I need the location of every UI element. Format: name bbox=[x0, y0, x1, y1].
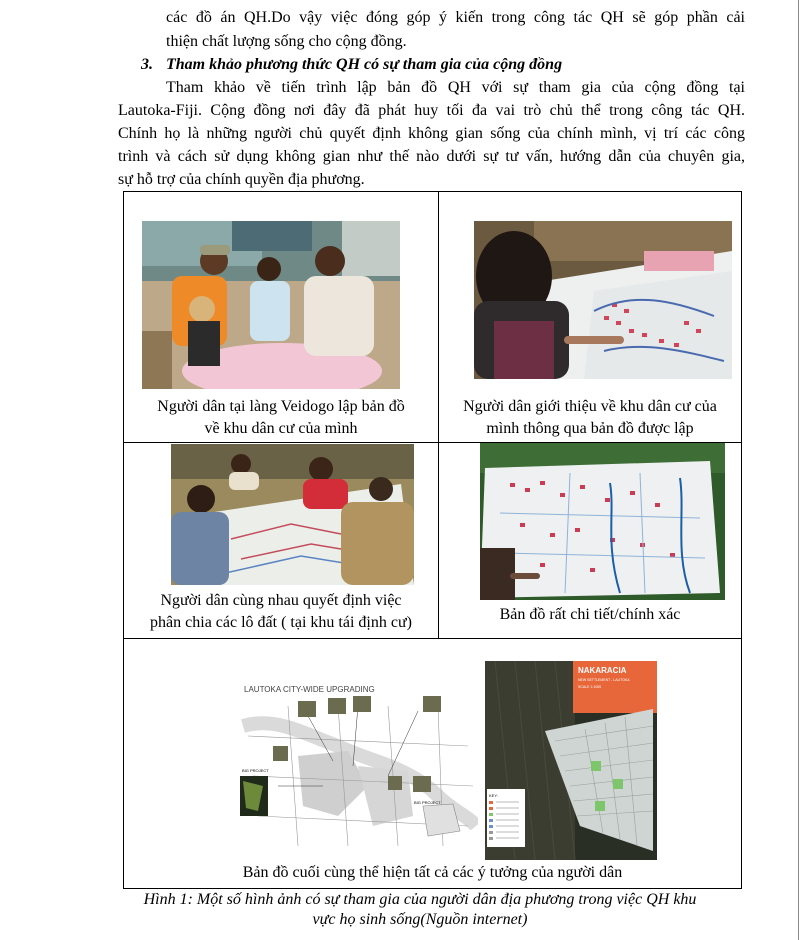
caption-cell-2-line-1: Người dân giới thiệu về khu dân cư của bbox=[463, 398, 717, 415]
table-border-right bbox=[741, 191, 742, 889]
table-border-bottom bbox=[123, 888, 742, 889]
intro-line-2: thiện chất lượng sống cho cộng đồng. bbox=[166, 33, 407, 50]
photo-group-deciding-image bbox=[171, 444, 414, 585]
figure-caption-line-2: vực họ sinh sống(Nguồn internet) bbox=[312, 911, 528, 928]
photo-group-deciding bbox=[171, 444, 414, 585]
map-right-key: KEY: bbox=[489, 793, 498, 798]
intro-line-1: các đồ án QH.Do vậy việc đóng góp ý kiến trong công tác QH sẽ góp phần cải bbox=[166, 9, 745, 26]
table-border-left bbox=[123, 191, 124, 889]
caption-cell-3-line-1: Người dân cùng nhau quyết định việc bbox=[160, 592, 402, 609]
figure-caption bbox=[100, 890, 740, 930]
caption-cell-3 bbox=[124, 590, 438, 634]
map-citywide-upgrading bbox=[238, 666, 478, 852]
section-number: 3. bbox=[141, 56, 153, 73]
body-line-5: sự hỗ trợ của chính quyền địa phương. bbox=[118, 171, 365, 188]
map-left-tag-2: BIG PROJECT bbox=[414, 800, 441, 805]
caption-cell-5 bbox=[124, 862, 741, 884]
caption-cell-1-line-1: Người dân tại làng Veidogo lập bản đồ bbox=[157, 398, 405, 415]
photo-presenting-map bbox=[474, 221, 732, 379]
map-right-subtitle-1: NEW SETTLEMENT - LAUTOKA bbox=[578, 678, 630, 682]
page-edge bbox=[798, 0, 799, 940]
section-title: Tham khảo phương thức QH có sự tham gia của cộng đồng bbox=[166, 56, 563, 73]
map-citywide-upgrading-image bbox=[238, 666, 478, 852]
caption-cell-2-line-2: mình thông qua bản đồ được lập bbox=[486, 420, 694, 437]
body-line-4: trình và cách sử dụng không gian như thế nào dưới sự tư vấn, hướng dẫn của chuyên gia, bbox=[118, 148, 745, 165]
caption-cell-4 bbox=[439, 604, 741, 626]
caption-cell-5-line-1: Bản đồ cuối cùng thể hiện tất cả các ý tưởng của người dân bbox=[242, 864, 623, 881]
caption-cell-4-line-1: Bản đồ rất chi tiết/chính xác bbox=[499, 606, 681, 623]
photo-villagers-mapping-image bbox=[142, 221, 400, 389]
photo-villagers-mapping bbox=[142, 221, 400, 389]
map-left-tag-1: BIG PROJECT bbox=[242, 768, 269, 773]
photo-presenting-map-image bbox=[474, 221, 732, 379]
caption-cell-1-line-2: về khu dân cư của mình bbox=[204, 420, 358, 437]
map-nakaracia-settlement bbox=[485, 661, 657, 860]
photo-detailed-map-image bbox=[480, 443, 725, 600]
caption-cell-1 bbox=[124, 396, 438, 440]
map-nakaracia-settlement-image bbox=[485, 661, 657, 860]
figure-caption-line-1: Hình 1: Một số hình ảnh có sự tham gia của người dân địa phương trong việc QH khu bbox=[143, 891, 697, 908]
caption-cell-2 bbox=[439, 396, 741, 440]
photo-detailed-map bbox=[480, 443, 725, 600]
table-row-divider-2 bbox=[123, 638, 742, 639]
caption-cell-3-line-2: phân chia các lô đất ( tại khu tái định cư) bbox=[150, 614, 412, 631]
map-right-subtitle-2: SCALE 1:1000 bbox=[578, 685, 602, 689]
map-right-title: NAKARACIA bbox=[578, 666, 627, 675]
map-left-title: LAUTOKA CITY-WIDE UPGRADING bbox=[244, 685, 375, 694]
body-line-2: Lautoka-Fiji. Cộng đồng nơi đây đã phát huy tối đa vai trò chủ thể trong công tác QH. bbox=[118, 102, 745, 119]
body-line-1: Tham khảo về tiến trình lập bản đồ QH với sự tham gia của cộng đồng tại bbox=[166, 79, 745, 96]
table-border-top bbox=[123, 191, 742, 192]
body-line-3: Chính họ là những người chủ quyết định không gian sống của chính mình, vị trí các công bbox=[118, 125, 745, 142]
